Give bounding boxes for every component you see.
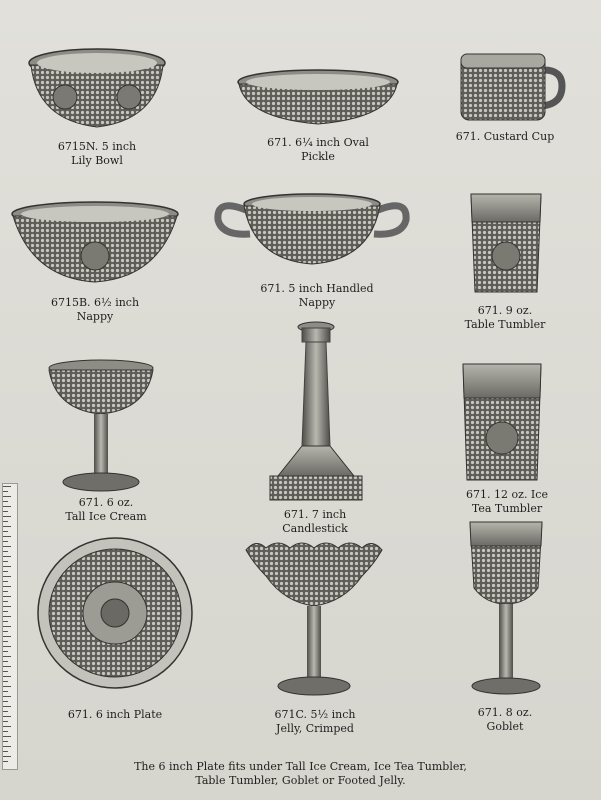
ruler-tick <box>3 651 8 652</box>
ruler-tick <box>3 646 11 647</box>
nappy-image <box>10 198 180 286</box>
ruler-tick <box>3 596 11 597</box>
footer-line-2: Table Tumbler, Goblet or Footed Jelly. <box>195 774 406 787</box>
table-tumbler-image <box>467 190 545 296</box>
ruler-tick <box>3 626 11 627</box>
footer-note <box>0 760 601 788</box>
ruler-tick <box>3 671 8 672</box>
ruler-tick <box>3 681 8 682</box>
goblet-image <box>466 518 546 696</box>
caption-lily-bowl: 6715N. 5 inch Lily Bowl <box>57 140 137 167</box>
ruler-tick <box>3 706 11 707</box>
ruler-tick <box>3 691 8 692</box>
ruler-tick <box>3 661 8 662</box>
ruler-tick <box>3 701 8 702</box>
ruler-tick <box>3 586 11 587</box>
ruler-tick <box>3 606 11 607</box>
ruler-tick <box>3 591 8 592</box>
handled-nappy-image <box>212 190 412 270</box>
ruler-tick <box>3 501 8 502</box>
ruler-tick <box>3 616 11 617</box>
jelly-crimped-image <box>244 536 384 698</box>
ruler-tick <box>3 541 8 542</box>
ruler-tick <box>3 496 11 497</box>
ruler-tick <box>3 731 8 732</box>
ruler-tick <box>3 521 8 522</box>
ruler-tick <box>3 636 11 637</box>
caption-tall-ice-cream: 671. 6 oz. Tall Ice Cream <box>65 496 147 523</box>
ruler-tick <box>3 556 11 557</box>
ruler-tick <box>3 756 11 757</box>
caption-candlestick: 671. 7 inch Candlestick <box>282 508 348 535</box>
ruler-tick <box>3 696 11 697</box>
plate-image <box>36 536 194 690</box>
lily-bowl-image <box>25 45 170 135</box>
ruler-tick <box>3 631 8 632</box>
caption-jelly-crimped: 671C. 5½ inch Jelly, Crimped <box>274 708 356 735</box>
ruler-tick <box>3 531 8 532</box>
caption-nappy: 6715B. 6½ inch Nappy <box>50 296 140 323</box>
ruler-tick <box>3 581 8 582</box>
candlestick-image <box>268 320 364 504</box>
ruler-tick <box>3 566 11 567</box>
caption-handled-nappy: 671. 5 inch Handled Nappy <box>260 282 374 309</box>
caption-table-tumbler: 671. 9 oz. Table Tumbler <box>464 304 546 331</box>
ruler-tick <box>3 721 8 722</box>
ruler-tick <box>3 506 11 507</box>
ruler-tick <box>3 621 8 622</box>
ruler-tick <box>3 601 8 602</box>
caption-oval-pickle: 671. 6¼ inch Oval Pickle <box>267 136 369 163</box>
ruler-tick <box>3 516 11 517</box>
footer-line-1: The 6 inch Plate fits under Tall Ice Cream, Ice Tea Tumbler, <box>134 760 467 773</box>
ruler-tick <box>3 741 8 742</box>
ruler-tick <box>3 711 8 712</box>
custard-cup-image <box>458 48 568 126</box>
tall-ice-cream-image <box>46 358 156 494</box>
ruler-tick <box>3 676 11 677</box>
ruler-tick <box>3 491 8 492</box>
scale-ruler <box>2 483 18 770</box>
ruler-tick <box>3 546 11 547</box>
ruler-tick <box>3 726 11 727</box>
caption-ice-tea-tumbler: 671. 12 oz. Ice Tea Tumbler <box>466 488 548 515</box>
oval-pickle-image <box>236 66 400 128</box>
ruler-tick <box>3 561 8 562</box>
ruler-tick <box>3 641 8 642</box>
ruler-tick <box>3 746 11 747</box>
ruler-tick <box>3 551 8 552</box>
ruler-tick <box>3 666 11 667</box>
ruler-tick <box>3 611 8 612</box>
ruler-tick <box>3 526 11 527</box>
ruler-tick <box>3 751 8 752</box>
ruler-tick <box>3 736 11 737</box>
caption-goblet: 671. 8 oz. Goblet <box>477 706 533 733</box>
caption-plate: 671. 6 inch Plate <box>67 708 163 721</box>
caption-custard-cup: 671. Custard Cup <box>455 130 555 143</box>
ice-tea-tumbler-image <box>460 360 544 484</box>
ruler-tick <box>3 571 8 572</box>
ruler-tick <box>3 656 11 657</box>
ruler-tick <box>3 536 11 537</box>
ruler-tick <box>3 716 11 717</box>
ruler-tick <box>3 686 11 687</box>
ruler-tick <box>3 511 8 512</box>
ruler-tick <box>3 576 11 577</box>
ruler-tick <box>3 486 11 487</box>
